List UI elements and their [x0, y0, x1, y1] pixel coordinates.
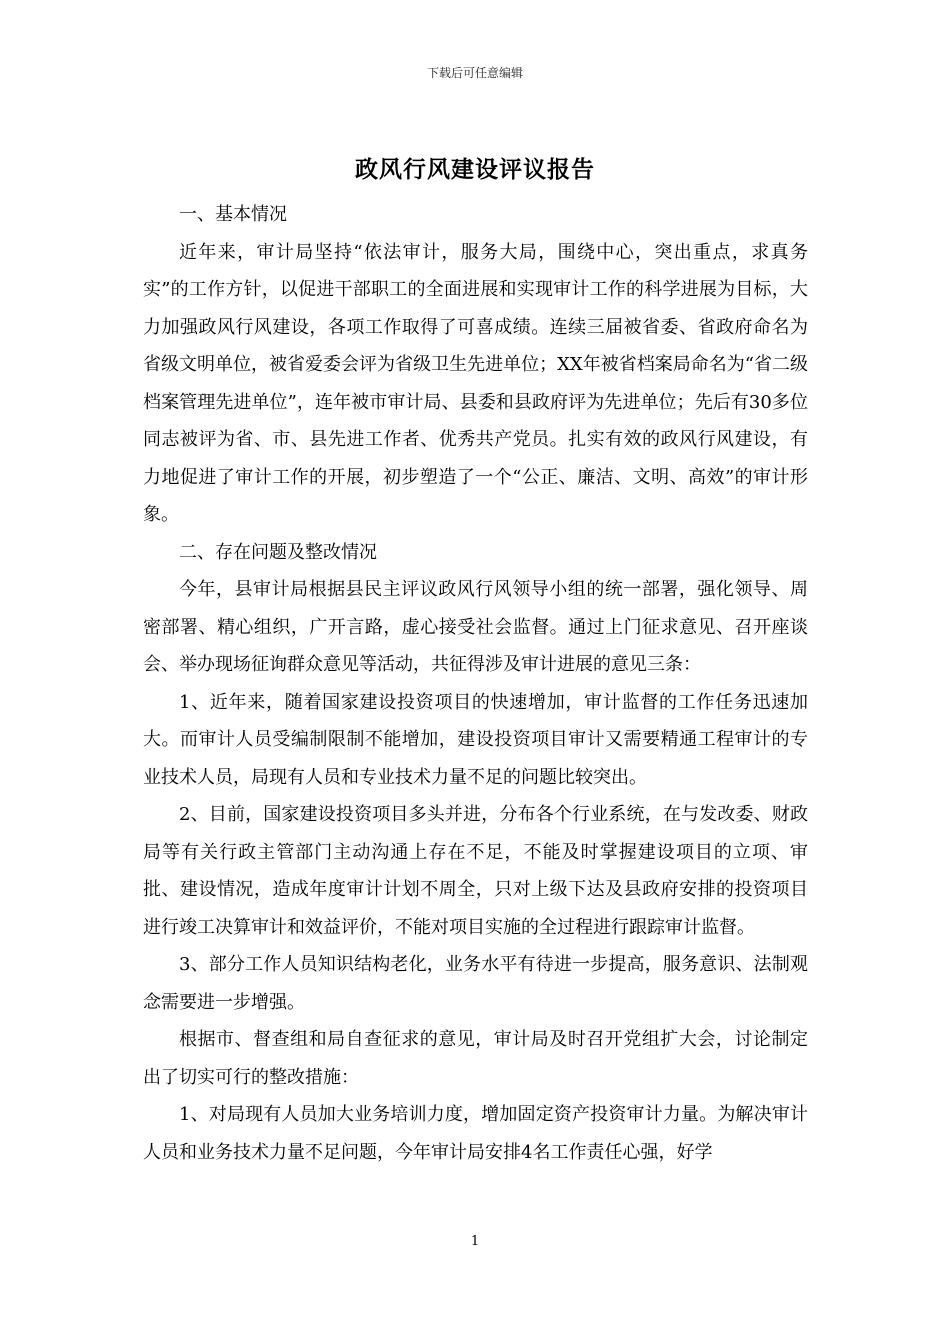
paragraph-measures-intro: 根据市、督查组和局自查征求的意见，审计局及时召开党组扩大会，讨论制定出了切实可行的整改措施：	[143, 1029, 808, 1088]
document-body	[143, 196, 808, 1171]
page-header: 下载后可任意编辑	[426, 66, 523, 80]
paragraph-problem-3: 3、部分工作人员知识结构老化，业务水平有待进一步提高，服务意识、法制观念需要进一步增强。	[143, 954, 808, 1013]
paragraph-problem-1: 1、近年来，随着国家建设投资项目的快速增加，审计监督的工作任务迅速加大。而审计人员受编制限制不能增加，建设投资项目审计又需要精通工程审计的专业技术人员，局现有人员和专业技术力量不足的问题比较突出。	[143, 691, 808, 788]
section-heading-basic: 一、基本情况	[179, 204, 287, 225]
paragraph-basic-situation: 近年来，审计局坚持“依法审计，服务大局，围绕中心，突出重点，求真务实”的工作方针，以促进干部职工的全面进展和实现审计工作的科学进展为目标，大力加强政风行风建设，各项工作取得了可喜成绩。连续三届被省委、省政府命名为省级文明单位，被省爱委会评为省级卫生先进单位；XX年被省档案局命名为“省二级档案管理先进单位”，连年被市审计局、县委和县政府评为先进单位；先后有30多位同志被评为省、市、县先进工作者、优秀共产党员。扎实有效的政风行风建设，有力地促进了审计工作的开展，初步塑造了一个“公正、廉洁、文明、高效”的审计形象。	[143, 241, 808, 525]
paragraph-problem-2: 2、目前，国家建设投资项目多头并进，分布各个行业系统，在与发改委、财政局等有关行政主管部门主动沟通上存在不足，不能及时掌握建设项目的立项、审批、建设情况，造成年度审计计划不周全，只对上级下达及县政府安排的投资项目进行竣工决算审计和效益评价，不能对项目实施的全过程进行跟踪审计监督。	[143, 804, 808, 938]
page-number: 1	[470, 1234, 480, 1249]
document-title: 政风行风建设评议报告	[355, 156, 595, 183]
section-heading-problems: 二、存在问题及整改情况	[179, 541, 377, 563]
paragraph-measure-1: 1、对局现有人员加大业务培训力度，增加固定资产投资审计力量。为解决审计人员和业务技术力量不足问题，今年审计局安排4名工作责任心强，好学	[143, 1104, 808, 1163]
paragraph-problems-intro: 今年，县审计局根据县民主评议政风行风领导小组的统一部署，强化领导、周密部署、精心组织，广开言路，虚心接受社会监督。通过上门征求意见、召开座谈会、举办现场征询群众意见等活动，共征得涉及审计进展的意见三条：	[143, 579, 808, 675]
